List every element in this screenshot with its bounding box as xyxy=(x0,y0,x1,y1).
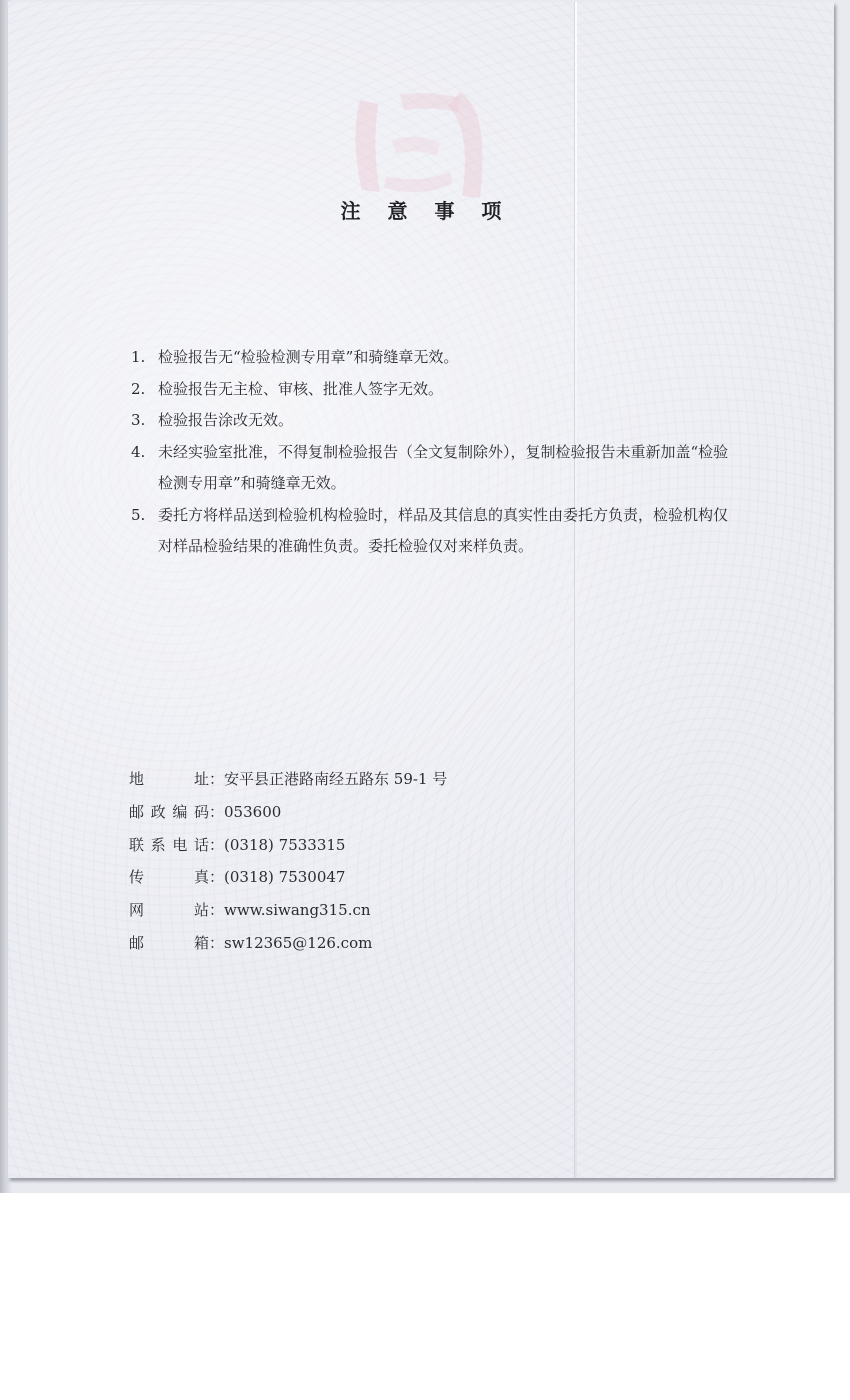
notice-number: 3. xyxy=(131,411,146,429)
notice-list xyxy=(131,342,731,563)
notice-text: 委托方将样品送到检验机构检验时，样品及其信息的真实性由委托方负责，检验机构仅对样品检验结果的准确性负责。委托检验仅对来样负责。 xyxy=(158,505,729,555)
contact-website-row xyxy=(129,894,447,927)
address-value: 安平县正港路南经五路东 59-1 号 xyxy=(224,770,448,788)
contact-email-row xyxy=(129,927,447,960)
phone-value: (0318) 7533315 xyxy=(224,835,346,854)
faded-seal-mark xyxy=(340,80,510,210)
postcode-label: 邮政编码 xyxy=(129,802,209,821)
notice-number: 5. xyxy=(131,505,146,524)
notice-item xyxy=(131,500,731,563)
notice-text: 检验报告无“检验检测专用章”和骑缝章无效。 xyxy=(158,348,459,366)
address-label: 地 址 xyxy=(129,770,209,788)
notice-item xyxy=(131,405,731,437)
notice-number: 2. xyxy=(131,379,146,398)
notice-item xyxy=(131,342,731,374)
contact-info xyxy=(129,763,447,960)
website-label: 网 站 xyxy=(129,901,209,920)
email-label: 邮 箱 xyxy=(129,933,209,952)
notice-text: 未经实验室批准，不得复制检验报告（全文复制除外），复制检验报告未重新加盖“检验检测专用章”和骑缝章无效。 xyxy=(158,442,729,492)
fax-separator: ： xyxy=(209,868,225,887)
fax-value: (0318) 7530047 xyxy=(224,868,346,887)
phone-separator: ： xyxy=(209,835,225,854)
notice-text: 检验报告无主检、审核、批准人签字无效。 xyxy=(158,379,444,398)
contact-phone-row xyxy=(129,829,447,862)
notice-number: 1. xyxy=(131,348,146,366)
contact-postcode-row xyxy=(129,796,447,829)
notice-text: 检验报告涂改无效。 xyxy=(158,411,294,429)
fax-label: 传 真 xyxy=(129,868,209,887)
postcode-value: 053600 xyxy=(224,802,282,821)
contact-fax-row xyxy=(129,861,447,894)
address-separator: ： xyxy=(209,770,225,788)
document-page xyxy=(8,2,834,1178)
website-value: www.siwang315.cn xyxy=(224,901,371,920)
postcode-separator: ： xyxy=(209,802,225,821)
notice-item xyxy=(131,437,731,500)
notice-number: 4. xyxy=(131,442,146,461)
fold-line xyxy=(574,2,577,1178)
email-separator: ： xyxy=(209,933,225,952)
email-value: sw12365@126.com xyxy=(224,933,373,952)
phone-label: 联系电话 xyxy=(129,835,209,854)
website-separator: ： xyxy=(209,901,225,920)
contact-address-row xyxy=(129,763,447,796)
notice-item xyxy=(131,374,731,406)
page-title: 注 意 事 项 xyxy=(340,199,512,223)
